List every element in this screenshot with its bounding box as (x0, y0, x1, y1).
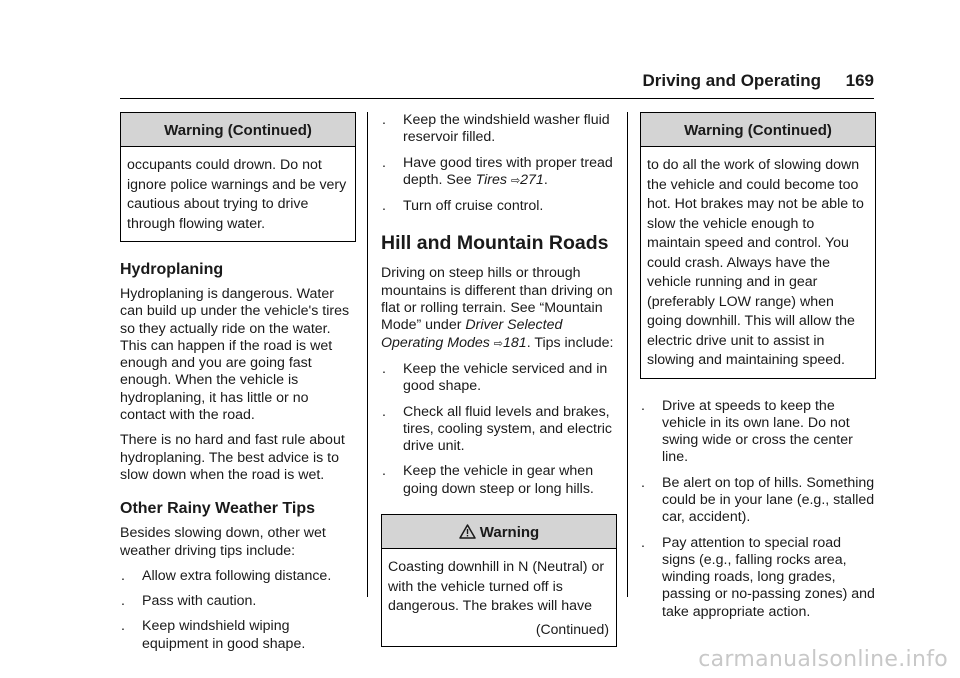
warning-body: Coasting downhill in N (Neutral) or with the vehicle turned off is dangerous. The brakes will have (Continued) (382, 549, 616, 646)
list-item: . Pass with caution. (121, 593, 257, 610)
paragraph: Driving on steep hills or through mountains is different than driving on flat or rolling terrain. See “Mountain Mode” under Driver Selected Operating Modes ⇨181. Tips include: (381, 265, 614, 351)
bullet-icon: . (382, 403, 386, 420)
column-3 (640, 112, 876, 629)
list-item: . Pay attention to special road signs (e.g., falling rocks area, winding roads, long grades, passing or no-passing zones) and take appropriate action. (641, 534, 875, 620)
cross-reference-link[interactable]: Tires (475, 171, 507, 188)
warning-body: occupants could drown. Do not ignore police warnings and be very cautious about trying to drive through flowing water. (127, 157, 347, 232)
column-2 (381, 112, 617, 647)
list-item: . Keep the vehicle serviced and in good shape. (382, 360, 608, 395)
reference-page[interactable]: 181 (503, 334, 527, 351)
warning-title: Warning (Continued) (641, 113, 875, 147)
warning-body: to do all the work of slowing down the vehicle and could become too hot. Hot brakes may not be able to slow the vehicle enough to maintain speed and control. You could crash. Always have the vehicle running and in gear (preferably LOW range) when going downhill. This will allow the electric drive unit to assist in slowing and maintaining speed. (647, 157, 864, 368)
watermark: carmanualsonline.info (698, 647, 948, 672)
list-item: . Keep windshield wiping equipment in good shape. (121, 618, 306, 652)
list-item: . Check all fluid levels and brakes, tires, cooling system, and electric drive unit. (382, 403, 612, 455)
bullet-list (381, 361, 617, 498)
warning-box-continued (120, 112, 356, 242)
bullet-icon: . (382, 463, 386, 480)
warning-title: Warning (479, 524, 540, 542)
running-header-title: Driving and Operating (642, 71, 821, 90)
column-divider (367, 112, 368, 597)
warning-box (381, 514, 617, 647)
bullet-icon: . (382, 360, 386, 377)
bullet-icon: . (641, 534, 645, 551)
paragraph: Besides slowing down, other wet weather driving tips include: (120, 525, 326, 559)
section-heading-rainy-tips: Other Rainy Weather Tips (120, 500, 316, 518)
list-item: . Turn off cruise control. (382, 198, 544, 215)
bullet-icon: . (121, 618, 125, 635)
bullet-icon: . (641, 397, 645, 414)
bullet-list (640, 398, 876, 622)
list-item: . Have good tires with proper tread depth. See Tires ⇨271. (382, 154, 613, 188)
reference-arrow-icon: ⇨ (493, 337, 504, 350)
bullet-icon: . (382, 154, 386, 171)
list-item: . Drive at speeds to keep the vehicle in its own lane. Do not swing wide or cross the center line. (641, 397, 853, 466)
reference-page[interactable]: 271 (520, 171, 544, 188)
section-heading-hill-mountain: Hill and Mountain Roads (381, 232, 609, 255)
bullet-icon: . (121, 593, 125, 610)
column-1 (120, 112, 356, 661)
list-item: . Allow extra following distance. (121, 567, 332, 584)
paragraph: There is no hard and fast rule about hydroplaning. The best advice is to slow down when the road is wet. (120, 432, 345, 483)
warning-triangle-icon (459, 524, 476, 539)
continued-label: (Continued) (535, 620, 609, 637)
paragraph: Hydroplaning is dangerous. Water can build up under the vehicle's tires so they actually ride on the water. This can happen if the road is wet enough and you are going fast enough. When the vehicle is hydroplaning, it has little or no contact with the road. (120, 286, 350, 424)
column-divider (627, 112, 628, 597)
list-item: . Keep the windshield washer fluid reservoir filled. (382, 112, 610, 146)
header-rule (120, 98, 874, 99)
bullet-icon: . (121, 567, 125, 584)
list-item: . Be alert on top of hills. Something could be in your lane (e.g., stalled car, accident). (641, 474, 875, 526)
reference-arrow-icon: ⇨ (510, 174, 521, 187)
bullet-list (381, 112, 617, 215)
warning-box-continued (640, 112, 876, 379)
warning-title: Warning (Continued) (121, 113, 355, 147)
cross-reference-link[interactable]: Driver Selected Operating Modes (381, 317, 563, 351)
bullet-icon: . (641, 474, 645, 491)
list-item: . Keep the vehicle in gear when going down steep or long hills. (382, 463, 594, 497)
warning-title-row (382, 515, 616, 549)
page-number: 169 (845, 71, 874, 90)
bullet-icon: . (382, 198, 386, 215)
bullet-list (120, 568, 356, 653)
bullet-icon: . (382, 112, 386, 128)
section-heading-hydroplaning: Hydroplaning (120, 261, 224, 278)
